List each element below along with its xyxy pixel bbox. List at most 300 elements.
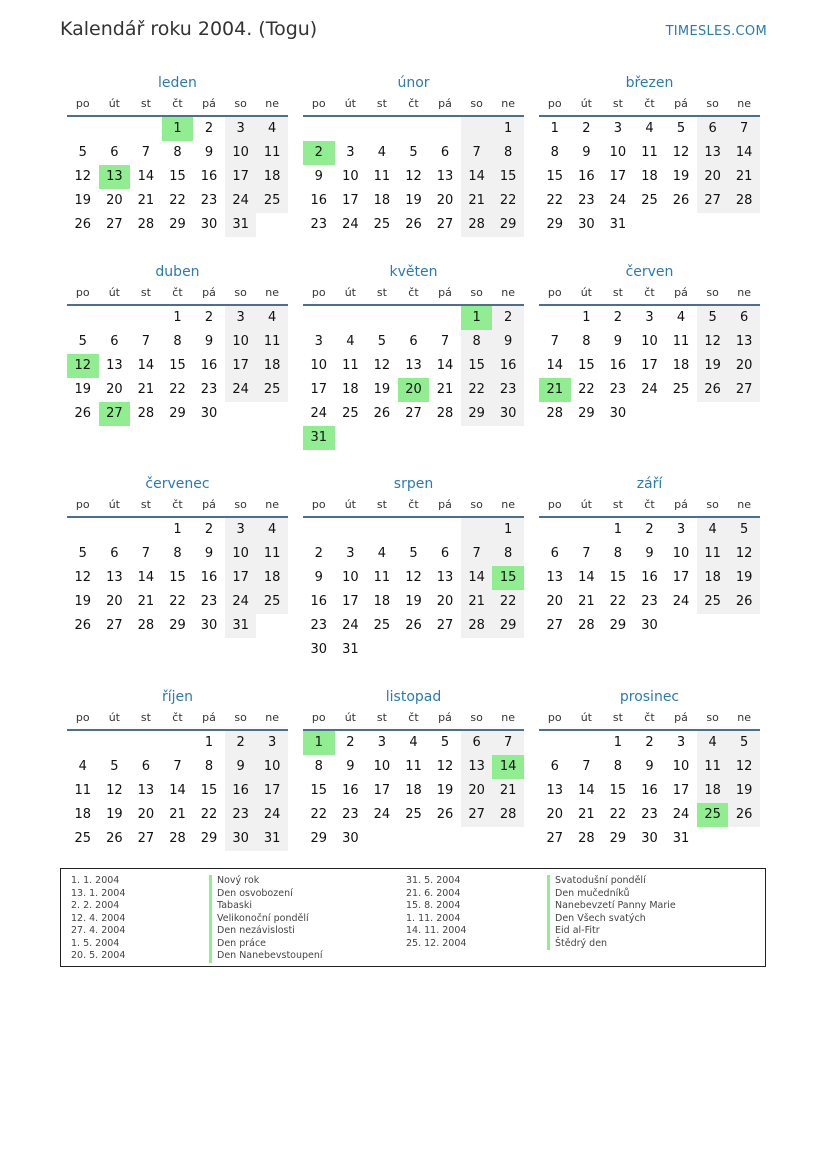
day-grid bbox=[67, 117, 288, 237]
day-cell: 2 bbox=[346, 735, 355, 750]
day-cell: 23 bbox=[641, 594, 658, 609]
month-9 bbox=[539, 474, 760, 638]
day-cell: 8 bbox=[613, 759, 623, 774]
day-cell: 22 bbox=[492, 189, 524, 213]
holiday-day: 1 bbox=[162, 117, 194, 141]
day-cell: 10 bbox=[641, 334, 658, 349]
empty-cell bbox=[303, 518, 335, 542]
day-cell: 10 bbox=[310, 358, 328, 373]
day-cell: 24 bbox=[342, 618, 359, 633]
day-cell: 23 bbox=[310, 618, 328, 633]
weekday-label: st bbox=[612, 711, 623, 724]
empty-cell bbox=[99, 518, 131, 542]
empty-cell bbox=[728, 402, 760, 426]
day-cell: 3 bbox=[346, 546, 355, 561]
weekday-label: čt bbox=[172, 97, 183, 110]
day-cell: 25 bbox=[373, 618, 391, 633]
day-cell: 26 bbox=[697, 378, 729, 402]
empty-cell bbox=[130, 117, 162, 141]
day-cell: 2 bbox=[613, 310, 623, 325]
day-cell: 17 bbox=[373, 783, 391, 798]
weekday-header bbox=[67, 93, 288, 117]
month-name: květen bbox=[389, 264, 438, 280]
day-cell: 22 bbox=[200, 807, 218, 822]
day-cell: 6 bbox=[440, 546, 450, 561]
day-cell: 8 bbox=[550, 145, 559, 160]
empty-cell bbox=[539, 306, 571, 330]
weekday-label: út bbox=[344, 711, 356, 724]
month-10 bbox=[67, 687, 288, 851]
empty-cell bbox=[225, 402, 257, 426]
day-cell: 5 bbox=[697, 306, 729, 330]
day-cell: 6 bbox=[110, 546, 119, 561]
day-cell: 4 bbox=[697, 518, 729, 542]
day-cell: 8 bbox=[492, 141, 524, 165]
empty-cell bbox=[429, 306, 461, 330]
day-cell: 13 bbox=[728, 330, 760, 354]
weekday-label: út bbox=[108, 711, 120, 724]
day-cell: 7 bbox=[141, 145, 151, 160]
holiday-date: 31. 5. 2004 bbox=[406, 875, 461, 886]
holiday-date: 20. 5. 2004 bbox=[71, 950, 126, 961]
empty-cell bbox=[429, 426, 461, 450]
day-cell: 24 bbox=[225, 189, 257, 213]
day-cell: 15 bbox=[169, 570, 186, 585]
month-1 bbox=[67, 73, 288, 237]
empty-cell bbox=[130, 518, 162, 542]
day-cell: 28 bbox=[169, 831, 186, 846]
holiday-date: 1. 5. 2004 bbox=[71, 937, 120, 949]
day-cell: 11 bbox=[672, 334, 690, 349]
day-cell: 4 bbox=[377, 145, 387, 160]
month-5 bbox=[303, 262, 524, 450]
day-cell: 24 bbox=[609, 193, 627, 208]
day-cell: 26 bbox=[74, 618, 92, 633]
holiday-name: Den osvobození bbox=[209, 888, 323, 901]
day-cell: 24 bbox=[373, 807, 391, 822]
day-cell: 29 bbox=[461, 402, 493, 426]
empty-cell bbox=[99, 306, 131, 330]
holiday-date: 13. 1. 2004 bbox=[71, 887, 126, 899]
day-cell: 23 bbox=[200, 382, 218, 397]
day-cell: 16 bbox=[200, 358, 218, 373]
weekday-label: po bbox=[75, 498, 90, 511]
day-cell: 25 bbox=[74, 831, 92, 846]
day-cell: 9 bbox=[204, 546, 214, 561]
month-name: březen bbox=[625, 75, 674, 91]
day-cell: 28 bbox=[137, 217, 155, 232]
empty-cell bbox=[366, 638, 398, 662]
empty-cell bbox=[728, 213, 760, 237]
weekday-label: čt bbox=[644, 498, 655, 511]
day-cell: 19 bbox=[373, 382, 391, 397]
day-cell: 9 bbox=[314, 169, 323, 184]
day-cell: 17 bbox=[672, 570, 690, 585]
day-cell: 8 bbox=[582, 334, 591, 349]
day-cell: 5 bbox=[676, 121, 686, 136]
weekday-label: pá bbox=[438, 97, 452, 110]
day-grid bbox=[539, 306, 760, 426]
day-cell: 9 bbox=[645, 546, 654, 561]
day-cell: 7 bbox=[728, 117, 760, 141]
day-cell: 4 bbox=[256, 117, 288, 141]
weekday-label: čt bbox=[408, 286, 419, 299]
day-cell: 10 bbox=[342, 570, 359, 585]
day-cell: 20 bbox=[436, 193, 454, 208]
day-cell: 30 bbox=[492, 402, 524, 426]
holiday-name: Svatodušní pondělí bbox=[547, 875, 676, 888]
day-cell: 30 bbox=[200, 406, 218, 421]
day-cell: 16 bbox=[310, 193, 328, 208]
day-cell: 18 bbox=[342, 382, 359, 397]
empty-cell bbox=[665, 614, 697, 638]
day-cell: 1 bbox=[173, 310, 182, 325]
day-cell: 25 bbox=[256, 378, 288, 402]
weekday-label: út bbox=[108, 498, 120, 511]
empty-cell bbox=[634, 213, 666, 237]
holiday-list bbox=[60, 868, 766, 967]
day-cell: 18 bbox=[697, 779, 729, 803]
day-grid bbox=[303, 117, 524, 237]
day-cell: 22 bbox=[609, 594, 627, 609]
weekday-label: st bbox=[140, 498, 151, 511]
day-cell: 23 bbox=[200, 594, 218, 609]
day-cell: 19 bbox=[405, 594, 422, 609]
day-cell: 14 bbox=[169, 783, 186, 798]
weekday-label: čt bbox=[644, 286, 655, 299]
day-cell: 20 bbox=[461, 779, 493, 803]
holiday-names-column bbox=[209, 875, 323, 963]
holiday-name: Štědrý den bbox=[547, 938, 676, 951]
day-cell: 12 bbox=[697, 330, 729, 354]
day-cell: 21 bbox=[169, 807, 186, 822]
weekday-label: st bbox=[140, 711, 151, 724]
weekday-label: ne bbox=[737, 711, 752, 724]
empty-cell bbox=[398, 518, 430, 542]
day-cell: 24 bbox=[225, 590, 257, 614]
day-cell: 4 bbox=[409, 735, 418, 750]
weekday-label: út bbox=[580, 286, 592, 299]
day-cell: 29 bbox=[492, 213, 524, 237]
weekday-label: po bbox=[547, 97, 562, 110]
day-cell: 3 bbox=[676, 522, 686, 537]
day-cell: 23 bbox=[641, 807, 658, 822]
empty-cell bbox=[303, 117, 335, 141]
day-cell: 9 bbox=[204, 334, 214, 349]
day-cell: 29 bbox=[169, 217, 186, 232]
day-cell: 19 bbox=[672, 169, 690, 184]
day-cell: 8 bbox=[204, 759, 214, 774]
weekday-label: ne bbox=[265, 711, 280, 724]
empty-cell bbox=[67, 117, 99, 141]
holiday-name: Den Všech svatých bbox=[547, 913, 676, 926]
day-cell: 4 bbox=[346, 334, 355, 349]
day-cell: 30 bbox=[200, 217, 218, 232]
day-cell: 29 bbox=[200, 831, 218, 846]
holiday-names-column bbox=[547, 875, 676, 950]
day-cell: 14 bbox=[137, 570, 155, 585]
day-cell: 21 bbox=[461, 189, 493, 213]
day-cell: 13 bbox=[461, 755, 493, 779]
day-cell: 25 bbox=[373, 217, 391, 232]
empty-cell bbox=[461, 117, 493, 141]
day-cell: 28 bbox=[578, 831, 595, 846]
day-cell: 10 bbox=[256, 755, 288, 779]
weekday-label: ne bbox=[501, 498, 516, 511]
day-grid bbox=[67, 306, 288, 426]
day-cell: 3 bbox=[645, 310, 654, 325]
day-cell: 4 bbox=[697, 731, 729, 755]
month-7 bbox=[67, 474, 288, 638]
holiday-date: 15. 8. 2004 bbox=[406, 900, 461, 911]
day-cell: 31 bbox=[672, 831, 690, 846]
day-cell: 15 bbox=[578, 358, 595, 373]
day-cell: 25 bbox=[256, 189, 288, 213]
empty-cell bbox=[335, 117, 367, 141]
day-cell: 22 bbox=[169, 594, 186, 609]
day-cell: 26 bbox=[74, 406, 92, 421]
day-cell: 17 bbox=[342, 594, 359, 609]
empty-cell bbox=[697, 213, 729, 237]
empty-cell bbox=[398, 117, 430, 141]
holiday-day: 2 bbox=[303, 141, 335, 165]
day-cell: 8 bbox=[492, 542, 524, 566]
brand-link[interactable]: TIMESLES.COM bbox=[665, 24, 767, 39]
day-cell: 29 bbox=[169, 618, 186, 633]
holiday-name: Den práce bbox=[209, 938, 323, 951]
day-cell: 8 bbox=[613, 546, 623, 561]
day-cell: 16 bbox=[200, 570, 218, 585]
day-cell: 21 bbox=[137, 382, 155, 397]
day-cell: 29 bbox=[169, 406, 186, 421]
day-cell: 7 bbox=[141, 546, 151, 561]
day-cell: 22 bbox=[492, 590, 524, 614]
weekday-label: út bbox=[108, 97, 120, 110]
day-grid bbox=[539, 518, 760, 638]
empty-cell bbox=[67, 306, 99, 330]
empty-cell bbox=[461, 426, 493, 450]
month-name: červen bbox=[625, 264, 674, 280]
day-cell: 2 bbox=[314, 546, 323, 561]
month-name: únor bbox=[397, 75, 430, 91]
day-cell: 22 bbox=[609, 807, 627, 822]
day-cell: 7 bbox=[461, 141, 493, 165]
day-cell: 28 bbox=[461, 614, 493, 638]
day-cell: 29 bbox=[609, 618, 627, 633]
day-grid bbox=[67, 518, 288, 638]
day-cell: 11 bbox=[641, 145, 658, 160]
weekday-label: st bbox=[376, 711, 387, 724]
day-cell: 17 bbox=[225, 354, 257, 378]
day-cell: 6 bbox=[728, 306, 760, 330]
weekday-label: čt bbox=[172, 286, 183, 299]
day-cell: 14 bbox=[578, 783, 595, 798]
day-cell: 11 bbox=[697, 755, 729, 779]
weekday-label: po bbox=[547, 498, 562, 511]
day-cell: 4 bbox=[256, 518, 288, 542]
month-4 bbox=[67, 262, 288, 426]
day-cell: 23 bbox=[200, 193, 218, 208]
empty-cell bbox=[539, 518, 571, 542]
empty-cell bbox=[366, 306, 398, 330]
weekday-label: so bbox=[470, 711, 483, 724]
day-cell: 27 bbox=[106, 618, 123, 633]
weekday-label: so bbox=[706, 286, 719, 299]
month-6 bbox=[539, 262, 760, 426]
empty-cell bbox=[398, 827, 430, 851]
day-cell: 18 bbox=[641, 169, 658, 184]
weekday-label: ne bbox=[737, 498, 752, 511]
empty-cell bbox=[366, 827, 398, 851]
weekday-label: čt bbox=[172, 498, 183, 511]
weekday-label: so bbox=[706, 97, 719, 110]
day-cell: 5 bbox=[78, 546, 87, 561]
day-cell: 17 bbox=[609, 169, 627, 184]
day-cell: 17 bbox=[310, 382, 328, 397]
day-cell: 16 bbox=[310, 594, 328, 609]
holiday-name: Tabaski bbox=[209, 900, 323, 913]
day-cell: 13 bbox=[697, 141, 729, 165]
weekday-label: po bbox=[547, 286, 562, 299]
day-cell: 18 bbox=[74, 807, 92, 822]
weekday-label: po bbox=[311, 711, 326, 724]
empty-cell bbox=[429, 638, 461, 662]
weekday-label: po bbox=[311, 498, 326, 511]
day-cell: 9 bbox=[613, 334, 623, 349]
weekday-label: pá bbox=[674, 711, 688, 724]
day-cell: 8 bbox=[173, 334, 182, 349]
day-cell: 29 bbox=[609, 831, 627, 846]
day-cell: 23 bbox=[492, 378, 524, 402]
day-cell: 8 bbox=[173, 546, 182, 561]
day-cell: 13 bbox=[436, 570, 454, 585]
day-cell: 15 bbox=[169, 169, 186, 184]
day-cell: 9 bbox=[204, 145, 214, 160]
day-cell: 9 bbox=[492, 330, 524, 354]
day-cell: 19 bbox=[74, 594, 92, 609]
day-cell: 10 bbox=[672, 759, 690, 774]
holiday-name: Den mučedníků bbox=[547, 888, 676, 901]
day-cell: 27 bbox=[728, 378, 760, 402]
empty-cell bbox=[398, 638, 430, 662]
day-cell: 15 bbox=[200, 783, 218, 798]
day-cell: 12 bbox=[728, 755, 760, 779]
weekday-label: út bbox=[580, 711, 592, 724]
day-cell: 20 bbox=[137, 807, 155, 822]
month-name: září bbox=[636, 476, 663, 492]
weekday-label: ne bbox=[501, 711, 516, 724]
day-grid bbox=[303, 518, 524, 662]
day-cell: 27 bbox=[546, 618, 564, 633]
day-cell: 3 bbox=[676, 735, 686, 750]
day-cell: 30 bbox=[342, 831, 359, 846]
day-cell: 25 bbox=[672, 382, 690, 397]
day-cell: 10 bbox=[225, 330, 257, 354]
weekday-label: pá bbox=[202, 286, 216, 299]
day-cell: 7 bbox=[141, 334, 151, 349]
day-cell: 5 bbox=[409, 546, 418, 561]
day-cell: 28 bbox=[492, 803, 524, 827]
day-cell: 13 bbox=[405, 358, 422, 373]
day-cell: 27 bbox=[137, 831, 155, 846]
day-cell: 28 bbox=[137, 406, 155, 421]
month-name: prosinec bbox=[619, 689, 680, 705]
holiday-date: 25. 12. 2004 bbox=[406, 937, 467, 949]
day-cell: 5 bbox=[78, 145, 87, 160]
holiday-name: Den Nanebevstoupení bbox=[209, 950, 323, 963]
weekday-label: pá bbox=[202, 97, 216, 110]
day-grid bbox=[303, 731, 524, 851]
day-cell: 9 bbox=[314, 570, 323, 585]
day-cell: 2 bbox=[492, 306, 524, 330]
day-cell: 30 bbox=[641, 618, 658, 633]
weekday-label: čt bbox=[172, 711, 183, 724]
month-name: srpen bbox=[393, 476, 434, 492]
day-cell: 18 bbox=[256, 566, 288, 590]
holiday-day: 25 bbox=[697, 803, 729, 827]
day-cell: 24 bbox=[672, 594, 690, 609]
day-cell: 21 bbox=[137, 193, 155, 208]
weekday-label: pá bbox=[438, 286, 452, 299]
day-cell: 17 bbox=[225, 165, 257, 189]
weekday-label: pá bbox=[438, 711, 452, 724]
weekday-label: st bbox=[376, 97, 387, 110]
day-cell: 26 bbox=[405, 217, 422, 232]
day-cell: 11 bbox=[373, 570, 391, 585]
day-cell: 4 bbox=[676, 310, 686, 325]
day-cell: 22 bbox=[169, 382, 186, 397]
day-cell: 10 bbox=[373, 759, 391, 774]
weekday-header bbox=[67, 282, 288, 306]
holiday-date: 14. 11. 2004 bbox=[406, 925, 467, 936]
weekday-header bbox=[539, 707, 760, 731]
day-cell: 5 bbox=[409, 145, 418, 160]
day-cell: 3 bbox=[377, 735, 387, 750]
empty-cell bbox=[429, 518, 461, 542]
day-cell: 4 bbox=[377, 546, 387, 561]
weekday-label: ne bbox=[737, 286, 752, 299]
weekday-label: st bbox=[612, 286, 623, 299]
day-cell: 29 bbox=[546, 217, 564, 232]
day-cell: 5 bbox=[377, 334, 387, 349]
day-cell: 23 bbox=[578, 193, 595, 208]
day-cell: 6 bbox=[440, 145, 450, 160]
day-cell: 29 bbox=[492, 614, 524, 638]
empty-cell bbox=[697, 614, 729, 638]
day-cell: 23 bbox=[609, 382, 627, 397]
day-cell: 10 bbox=[225, 141, 257, 165]
day-cell: 9 bbox=[346, 759, 355, 774]
day-cell: 3 bbox=[314, 334, 323, 349]
day-cell: 10 bbox=[672, 546, 690, 561]
day-cell: 14 bbox=[546, 358, 564, 373]
day-cell: 18 bbox=[256, 165, 288, 189]
day-cell: 12 bbox=[74, 570, 92, 585]
weekday-label: so bbox=[234, 711, 247, 724]
day-cell: 10 bbox=[225, 542, 257, 566]
day-cell: 29 bbox=[578, 406, 595, 421]
day-cell: 2 bbox=[225, 731, 257, 755]
day-cell: 30 bbox=[609, 406, 627, 421]
weekday-label: čt bbox=[644, 97, 655, 110]
day-cell: 16 bbox=[641, 570, 658, 585]
day-cell: 25 bbox=[697, 590, 729, 614]
weekday-label: út bbox=[344, 286, 356, 299]
day-cell: 17 bbox=[225, 566, 257, 590]
empty-cell bbox=[461, 827, 493, 851]
day-grid bbox=[303, 306, 524, 450]
day-cell: 6 bbox=[110, 334, 119, 349]
